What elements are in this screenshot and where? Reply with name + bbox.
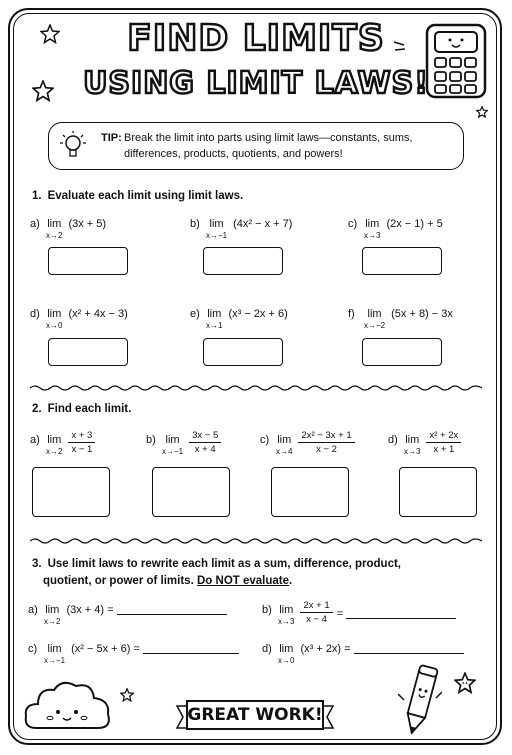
answer-box-1f[interactable] <box>362 338 442 366</box>
lim-subscript: x→2 <box>46 447 63 456</box>
answer-line-3a[interactable] <box>117 604 227 615</box>
lim-subscript: x→2 <box>44 617 61 626</box>
lim-subscript: x→−1 <box>206 231 228 240</box>
lim-label: lim <box>47 643 62 655</box>
answer-box-1b[interactable] <box>203 247 283 275</box>
problem-3a <box>28 604 227 628</box>
problem-1e <box>190 308 288 332</box>
fraction <box>298 430 354 455</box>
lim-label: lim <box>47 308 62 320</box>
fraction-denominator: x − 4 <box>306 614 327 625</box>
lim-label: lim <box>165 434 180 446</box>
fraction-numerator: x² + 2x <box>426 430 461 443</box>
problem-expression: (2x − 1) + 5 <box>386 218 443 230</box>
cloud-mascot-icon <box>22 676 114 734</box>
banner-text: GREAT WORK! <box>187 705 323 725</box>
fraction <box>189 430 221 455</box>
fraction-numerator: 2x + 1 <box>300 600 332 613</box>
answer-line-3b[interactable] <box>346 608 456 619</box>
problem-expression: (x³ − 2x + 6) <box>228 308 288 320</box>
problem-1b <box>190 218 292 242</box>
answer-box-2c[interactable] <box>271 467 349 517</box>
problem-letter: c) <box>348 218 358 230</box>
problem-letter: b) <box>146 434 156 446</box>
section-3-heading <box>32 556 401 590</box>
problem-2a <box>30 430 95 458</box>
problem-expression: (3x + 4) = <box>66 604 114 616</box>
fraction-denominator: x − 2 <box>316 444 337 455</box>
section-2-heading <box>32 403 131 415</box>
section-number: 2. <box>32 403 42 415</box>
answer-box-1e[interactable] <box>203 338 283 366</box>
section-1-heading <box>32 190 243 202</box>
problem-3b <box>262 600 456 628</box>
problem-letter: e) <box>190 308 200 320</box>
problem-letter: a) <box>30 218 40 230</box>
lim-label: lim <box>47 434 62 446</box>
answer-box-2a[interactable] <box>32 467 110 517</box>
section-title: Find each limit. <box>47 403 132 415</box>
fraction-numerator: x + 3 <box>68 430 95 443</box>
lim-label: lim <box>277 434 292 446</box>
answer-box-1d[interactable] <box>48 338 128 366</box>
sparkle-icon <box>476 106 488 118</box>
problem-2c <box>260 430 355 458</box>
lim-subscript: x→3 <box>364 231 381 240</box>
lim-subscript: x→−1 <box>44 656 66 665</box>
lim-label: lim <box>47 218 62 230</box>
answer-box-1c[interactable] <box>362 247 442 275</box>
fraction <box>300 600 332 625</box>
star-face-icon <box>454 672 476 694</box>
great-work-banner <box>175 698 335 732</box>
problem-letter: d) <box>30 308 40 320</box>
problem-1f <box>348 308 453 332</box>
lim-label: lim <box>279 604 294 616</box>
problem-letter: b) <box>262 604 272 616</box>
wavy-divider <box>30 384 482 392</box>
wavy-divider <box>30 537 482 545</box>
fraction-numerator: 3x − 5 <box>189 430 221 443</box>
problem-letter: a) <box>30 434 40 446</box>
problem-2d <box>388 430 461 458</box>
problem-letter: d) <box>262 643 272 655</box>
answer-line-3c[interactable] <box>143 643 239 654</box>
pencil-mascot-icon <box>398 664 442 740</box>
fraction <box>68 430 95 455</box>
lim-subscript: x→4 <box>276 447 293 456</box>
section-title-line-1: Use limit laws to rewrite each limit as a sum, difference, product, <box>47 558 402 570</box>
problem-2b <box>146 430 221 458</box>
answer-box-1a[interactable] <box>48 247 128 275</box>
problem-1d <box>30 308 128 332</box>
lim-subscript: x→−2 <box>364 321 386 330</box>
lightbulb-icon <box>59 129 87 163</box>
section-number: 1. <box>32 190 42 202</box>
lim-label: lim <box>209 218 224 230</box>
lim-subscript: x→−1 <box>162 447 184 456</box>
problem-expression: (x² + 4x − 3) <box>68 308 128 320</box>
lim-subscript: x→2 <box>46 231 63 240</box>
lim-label: lim <box>367 308 382 320</box>
section-title: Evaluate each limit using limit laws. <box>47 190 244 202</box>
fraction-denominator: x − 1 <box>71 444 93 455</box>
fraction <box>426 430 461 455</box>
lim-subscript: x→0 <box>46 321 63 330</box>
equals-sign: = <box>336 608 344 620</box>
title-line-2: USING LIMIT LAWS! <box>83 66 429 101</box>
problem-3c <box>28 643 239 667</box>
problem-letter: c) <box>28 643 38 655</box>
lim-subscript: x→1 <box>206 321 223 330</box>
problem-expression: (4x² − x + 7) <box>233 218 293 230</box>
problem-letter: d) <box>388 434 398 446</box>
lim-subscript: x→3 <box>404 447 421 456</box>
problem-letter: b) <box>190 218 200 230</box>
section-title-emphasis: Do NOT evaluate <box>196 575 290 587</box>
section-title-line-2: quotient, or power of limits. <box>43 575 194 587</box>
problem-letter: a) <box>28 604 38 616</box>
lim-label: lim <box>279 643 294 655</box>
lim-label: lim <box>405 434 420 446</box>
tip-label: TIP: <box>101 132 122 144</box>
problem-expression: (x³ + 2x) = <box>300 643 351 655</box>
fraction-denominator: x + 4 <box>194 444 216 455</box>
star-icon <box>120 688 134 702</box>
fraction-numerator: 2x² − 3x + 1 <box>298 430 354 443</box>
fraction-denominator: x + 1 <box>433 444 455 455</box>
lim-subscript: x→3 <box>278 617 295 626</box>
lim-subscript: x→0 <box>278 656 295 665</box>
lim-label: lim <box>45 604 60 616</box>
tip-text: Break the limit into parts using limit laws—constants, sums, differences, products, quotients, and powers! <box>124 132 413 160</box>
answer-box-2b[interactable] <box>152 467 230 517</box>
tip-box <box>48 122 464 170</box>
problem-1c <box>348 218 443 242</box>
section-title-end: . <box>289 575 293 587</box>
problem-letter: f) <box>348 308 355 320</box>
lim-label: lim <box>365 218 380 230</box>
problem-expression: (x² − 5x + 6) = <box>71 643 140 655</box>
lim-label: lim <box>207 308 222 320</box>
title-line-1: FIND LIMITS <box>127 18 385 59</box>
answer-box-2d[interactable] <box>399 467 477 517</box>
problem-1a <box>30 218 106 242</box>
section-number: 3. <box>32 558 42 570</box>
problem-letter: c) <box>260 434 270 446</box>
problem-expression: (3x + 5) <box>68 218 107 230</box>
problem-expression: (5x + 8) − 3x <box>391 308 453 320</box>
answer-line-3d[interactable] <box>354 643 464 654</box>
